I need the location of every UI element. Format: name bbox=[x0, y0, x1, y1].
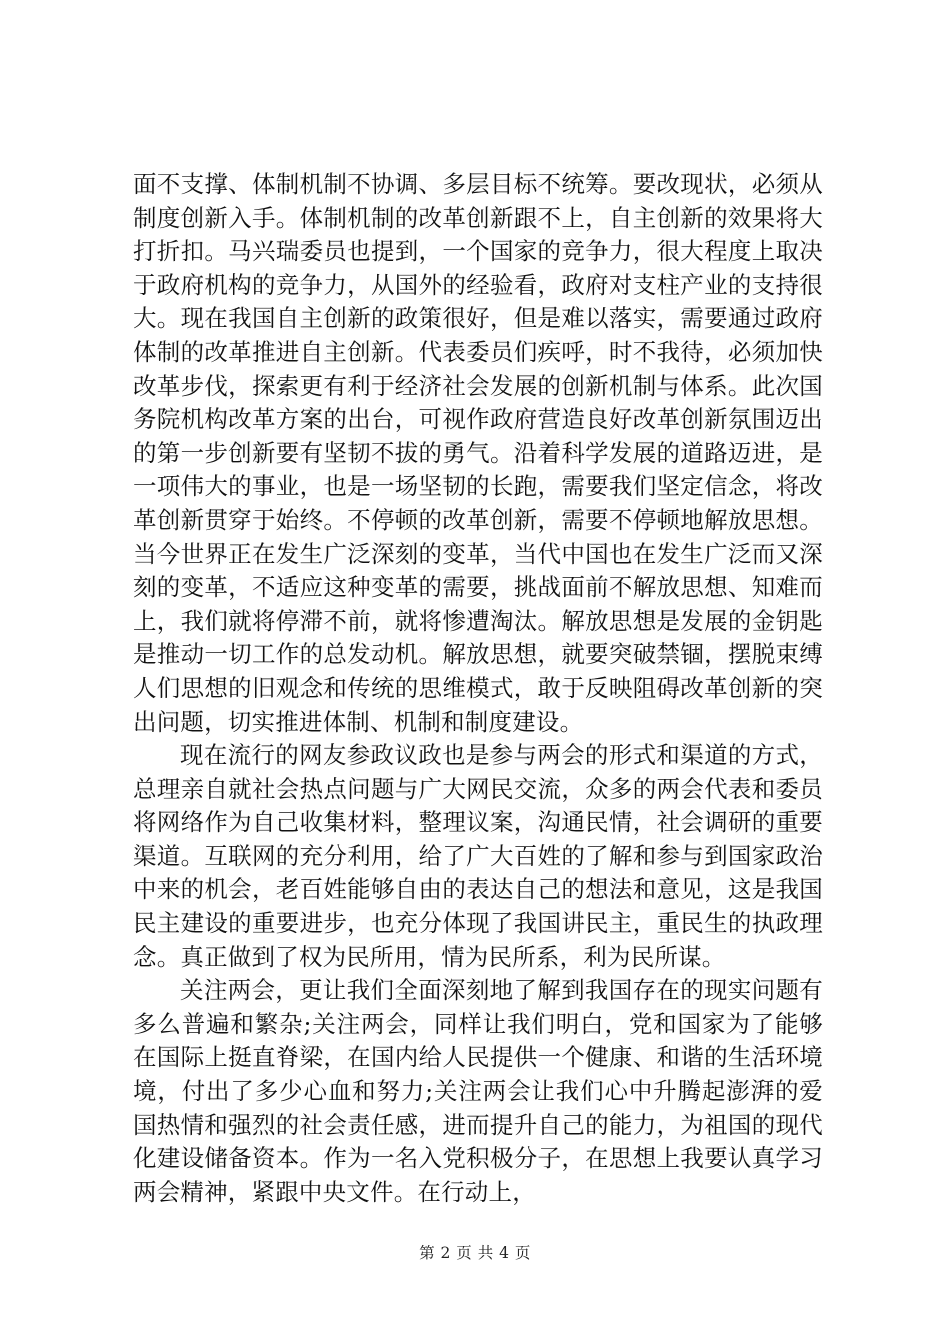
page-number-footer: 第 2 页 共 4 页 bbox=[419, 1244, 531, 1262]
document-body bbox=[133, 168, 823, 1209]
paragraph-3: 关注两会，更让我们全面深刻地了解到我国存在的现实问题有多么普遍和繁杂;关注两会，同样让我们明白，党和国家为了能够在国际上挺直脊梁，在国内给人民提供一个健康、和谐的生活环境境，付出了多少心血和努力;关注两会让我们心中升腾起澎湃的爱国热情和强烈的社会责任感，进而提升自己的能力，为祖国的现代化建设储备资本。作为一名入党积极分子，在思想上我要认真学习两会精神，紧跟中央文件。在行动上， bbox=[133, 976, 823, 1206]
paragraph-1: 面不支撑、体制机制不协调、多层目标不统筹。要改现状，必须从制度创新入手。体制机制的改革创新跟不上，自主创新的效果将大打折扣。马兴瑞委员也提到，一个国家的竞争力，很大程度上取决于政府机构的竞争力，从国外的经验看，政府对支柱产业的支持很大。现在我国自主创新的政策很好，但是难以落实，需要通过政府体制的改革推进自主创新。代表委员们疾呼，时不我待，必须加快改革步伐，探索更有利于经济社会发展的创新机制与体系。此次国务院机构改革方案的出台，可视作政府营造良好改革创新氛围迈出的第一步创新要有坚韧不拔的勇气。沿着科学发展的道路迈进，是一项伟大的事业，也是一场坚韧的长跑，需要我们坚定信念，将改革创新贯穿于始终。不停顿的改革创新，需要不停顿地解放思想。当今世界正在发生广泛深刻的变革，当代中国也在发生广泛而又深刻的变革，不适应这种变革的需要，挑战面前不解放思想、知难而上，我们就将停滞不前，就将惨遭淘汰。解放思想是发展的金钥匙是推动一切工作的总发动机。解放思想，就要突破禁锢，摆脱束缚人们思想的旧观念和传统的思维模式，敢于反映阻碍改革创新的突出问题，切实推进体制、机制和制度建设。 bbox=[133, 170, 823, 736]
paragraph-2: 现在流行的网友参政议政也是参与两会的形式和渠道的方式，总理亲自就社会热点问题与广大网民交流，众多的两会代表和委员将网络作为自己收集材料，整理议案，沟通民情，社会调研的重要渠道。互联网的充分利用，给了广大百姓的了解和参与到国家政治中来的机会，老百姓能够自由的表达自己的想法和意见，这是我国民主建设的重要进步，也充分体现了我国讲民主，重民生的执政理念。真正做到了权为民所用，情为民所系，利为民所谋。 bbox=[133, 741, 823, 971]
